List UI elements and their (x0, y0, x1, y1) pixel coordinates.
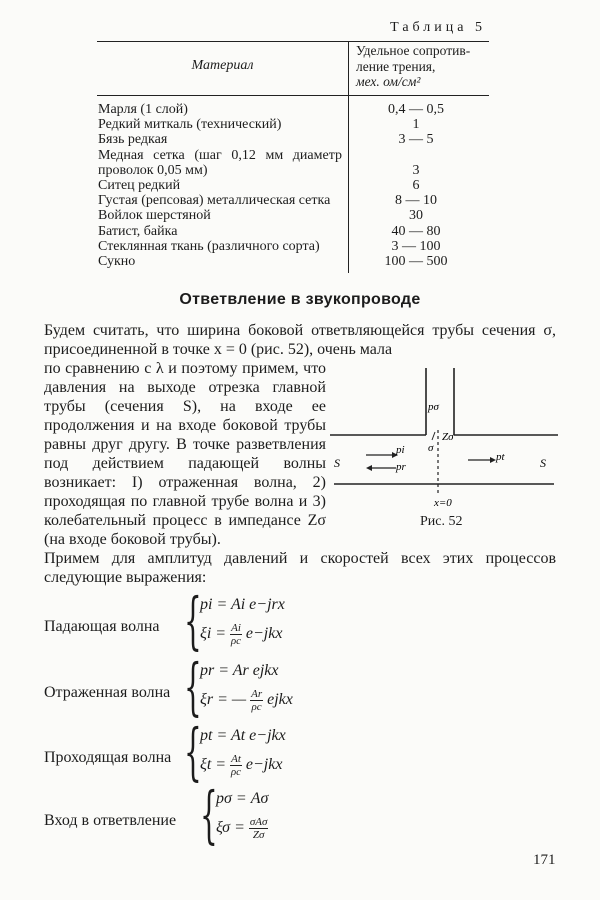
equation-rhs: e−jkx (245, 625, 283, 643)
table-row (98, 132, 490, 147)
figure-52-diagram (328, 362, 560, 512)
value-cell: 0,4 — 0,5 (388, 102, 444, 117)
material-cell: Батист, байка (98, 223, 178, 239)
equation-label: Падающая волна (44, 618, 160, 635)
equation-rhs: e−jkx (245, 756, 283, 774)
label-p-t: pt (496, 451, 505, 463)
equation-line (216, 816, 268, 841)
fraction-denominator: ρc (230, 635, 242, 647)
figure-caption: Рис. 52 (420, 514, 463, 529)
table-row (98, 254, 490, 269)
equation-label: Отраженная волна (44, 684, 171, 701)
label-s-right: S (540, 456, 546, 470)
fraction-denominator: ρc (230, 766, 242, 778)
equation-line: pr = Ar ejkx (200, 662, 279, 679)
equation-line: pi = Ai e−jrx (200, 596, 285, 613)
equation-line: pσ = Aσ (216, 790, 269, 807)
table-row (98, 193, 490, 208)
table-row (98, 148, 490, 178)
header-resistance-line: ление трения, (356, 58, 436, 74)
value-cell: 40 — 80 (391, 223, 441, 239)
value-cell: 100 — 500 (384, 254, 448, 270)
equation-line (200, 753, 282, 778)
label-x0: x=0 (434, 497, 452, 509)
value-cell: 1 (412, 117, 420, 133)
table-top-rule (97, 41, 489, 42)
page-number: 171 (533, 852, 556, 868)
material-cell: Марля (1 слой) (98, 102, 188, 117)
value-cell: 30 (409, 208, 423, 224)
value-cell: 8 — 10 (395, 193, 437, 209)
brace-symbol: { (184, 584, 202, 657)
fraction-numerator: σAσ (249, 816, 268, 828)
table-row (98, 178, 490, 193)
arrow-branch (432, 432, 435, 440)
table-row (98, 102, 490, 117)
material-cell: Войлок шерстяной (98, 208, 211, 224)
table-row (98, 239, 490, 254)
table-header-material: Материал (191, 58, 254, 73)
material-cell: Сукно (98, 254, 136, 270)
arrow-reflected-head (366, 465, 372, 471)
table-row (98, 208, 490, 223)
header-resistance-line: Удельное сопротив- (356, 43, 471, 58)
material-cell: Густая (репсовая) металлическая сетка (98, 193, 331, 209)
fraction (230, 622, 242, 647)
material-cell: Медная сетка (шаг 0,12 мм диаметр проволок 0,05 мм) (98, 147, 342, 178)
paragraph-wrapped: по сравнению с λ и поэтому примем, что давления на выходе отрезка главной трубы (сечения S), на входе ее продолжения и на входе боковой трубы равны друг другу. В точке разветвления под действием падающей волны возникает: I) отраженная волна, 2) проходящая по главной трубе волна и 3) колебательный процесс в импедансе Zσ (на входе боковой трубы). (44, 360, 326, 548)
equation-line (200, 622, 282, 647)
equation-label: Проходящая волна (44, 749, 172, 766)
equation-lhs: ξσ = (216, 819, 245, 837)
label-s-left: S (334, 456, 340, 470)
equation-lhs: ξt = (200, 756, 227, 774)
paragraph-intro: Будем считать, что ширина боковой ответвляющейся трубы сечения σ, присоединенной в точке x = 0 (рис. 52), очень мала (44, 322, 556, 358)
brace-symbol: { (184, 715, 202, 788)
equation-lhs: ξr = — (200, 691, 247, 709)
equation-label: Вход в ответвление (44, 812, 177, 829)
paragraph-expressions: Примем для амплитуд давлений и скоростей всех этих процессов следующие выражения: (44, 550, 556, 586)
fraction-numerator: At (231, 753, 241, 765)
value-cell: 6 (412, 178, 420, 194)
equation-line (200, 688, 293, 713)
label-z-sigma: Zσ (442, 431, 454, 443)
table-row (98, 224, 490, 239)
table-caption: Таблица 5 (390, 20, 486, 35)
fraction-numerator: Ai (231, 622, 241, 634)
material-cell: Стеклянная ткань (различного сорта) (98, 238, 320, 254)
table-header-rule (97, 95, 489, 96)
fraction (230, 753, 242, 778)
brace-symbol: { (200, 778, 218, 851)
label-sigma: σ (428, 442, 434, 454)
fraction-numerator: Ar (251, 688, 263, 700)
value-cell: 3 — 100 (391, 238, 441, 254)
equation-lhs: ξi = (200, 625, 227, 643)
table-header-resistance (356, 43, 496, 90)
section-heading: Ответвление в звукопроводе (179, 291, 421, 308)
equation-rhs: ejkx (267, 691, 293, 709)
fraction-denominator: ρc (251, 701, 262, 713)
label-p-i: pi (396, 444, 405, 456)
fraction (250, 688, 263, 713)
material-cell: Бязь редкая (98, 132, 168, 148)
table-row (98, 117, 490, 132)
material-cell: Ситец редкий (98, 178, 181, 194)
fraction-denominator: Zσ (252, 829, 265, 841)
label-p-sigma: pσ (428, 401, 439, 413)
value-cell: 3 — 5 (398, 132, 434, 148)
equation-line: pt = At e−jkx (200, 727, 286, 744)
header-resistance-units: мех. ом/см² (356, 74, 421, 89)
value-cell: 3 (412, 162, 420, 178)
material-cell: Редкий миткаль (технический) (98, 117, 282, 133)
brace-symbol: { (184, 650, 202, 723)
fraction (249, 816, 269, 841)
label-p-r: pr (396, 461, 406, 473)
table-body (98, 102, 490, 269)
